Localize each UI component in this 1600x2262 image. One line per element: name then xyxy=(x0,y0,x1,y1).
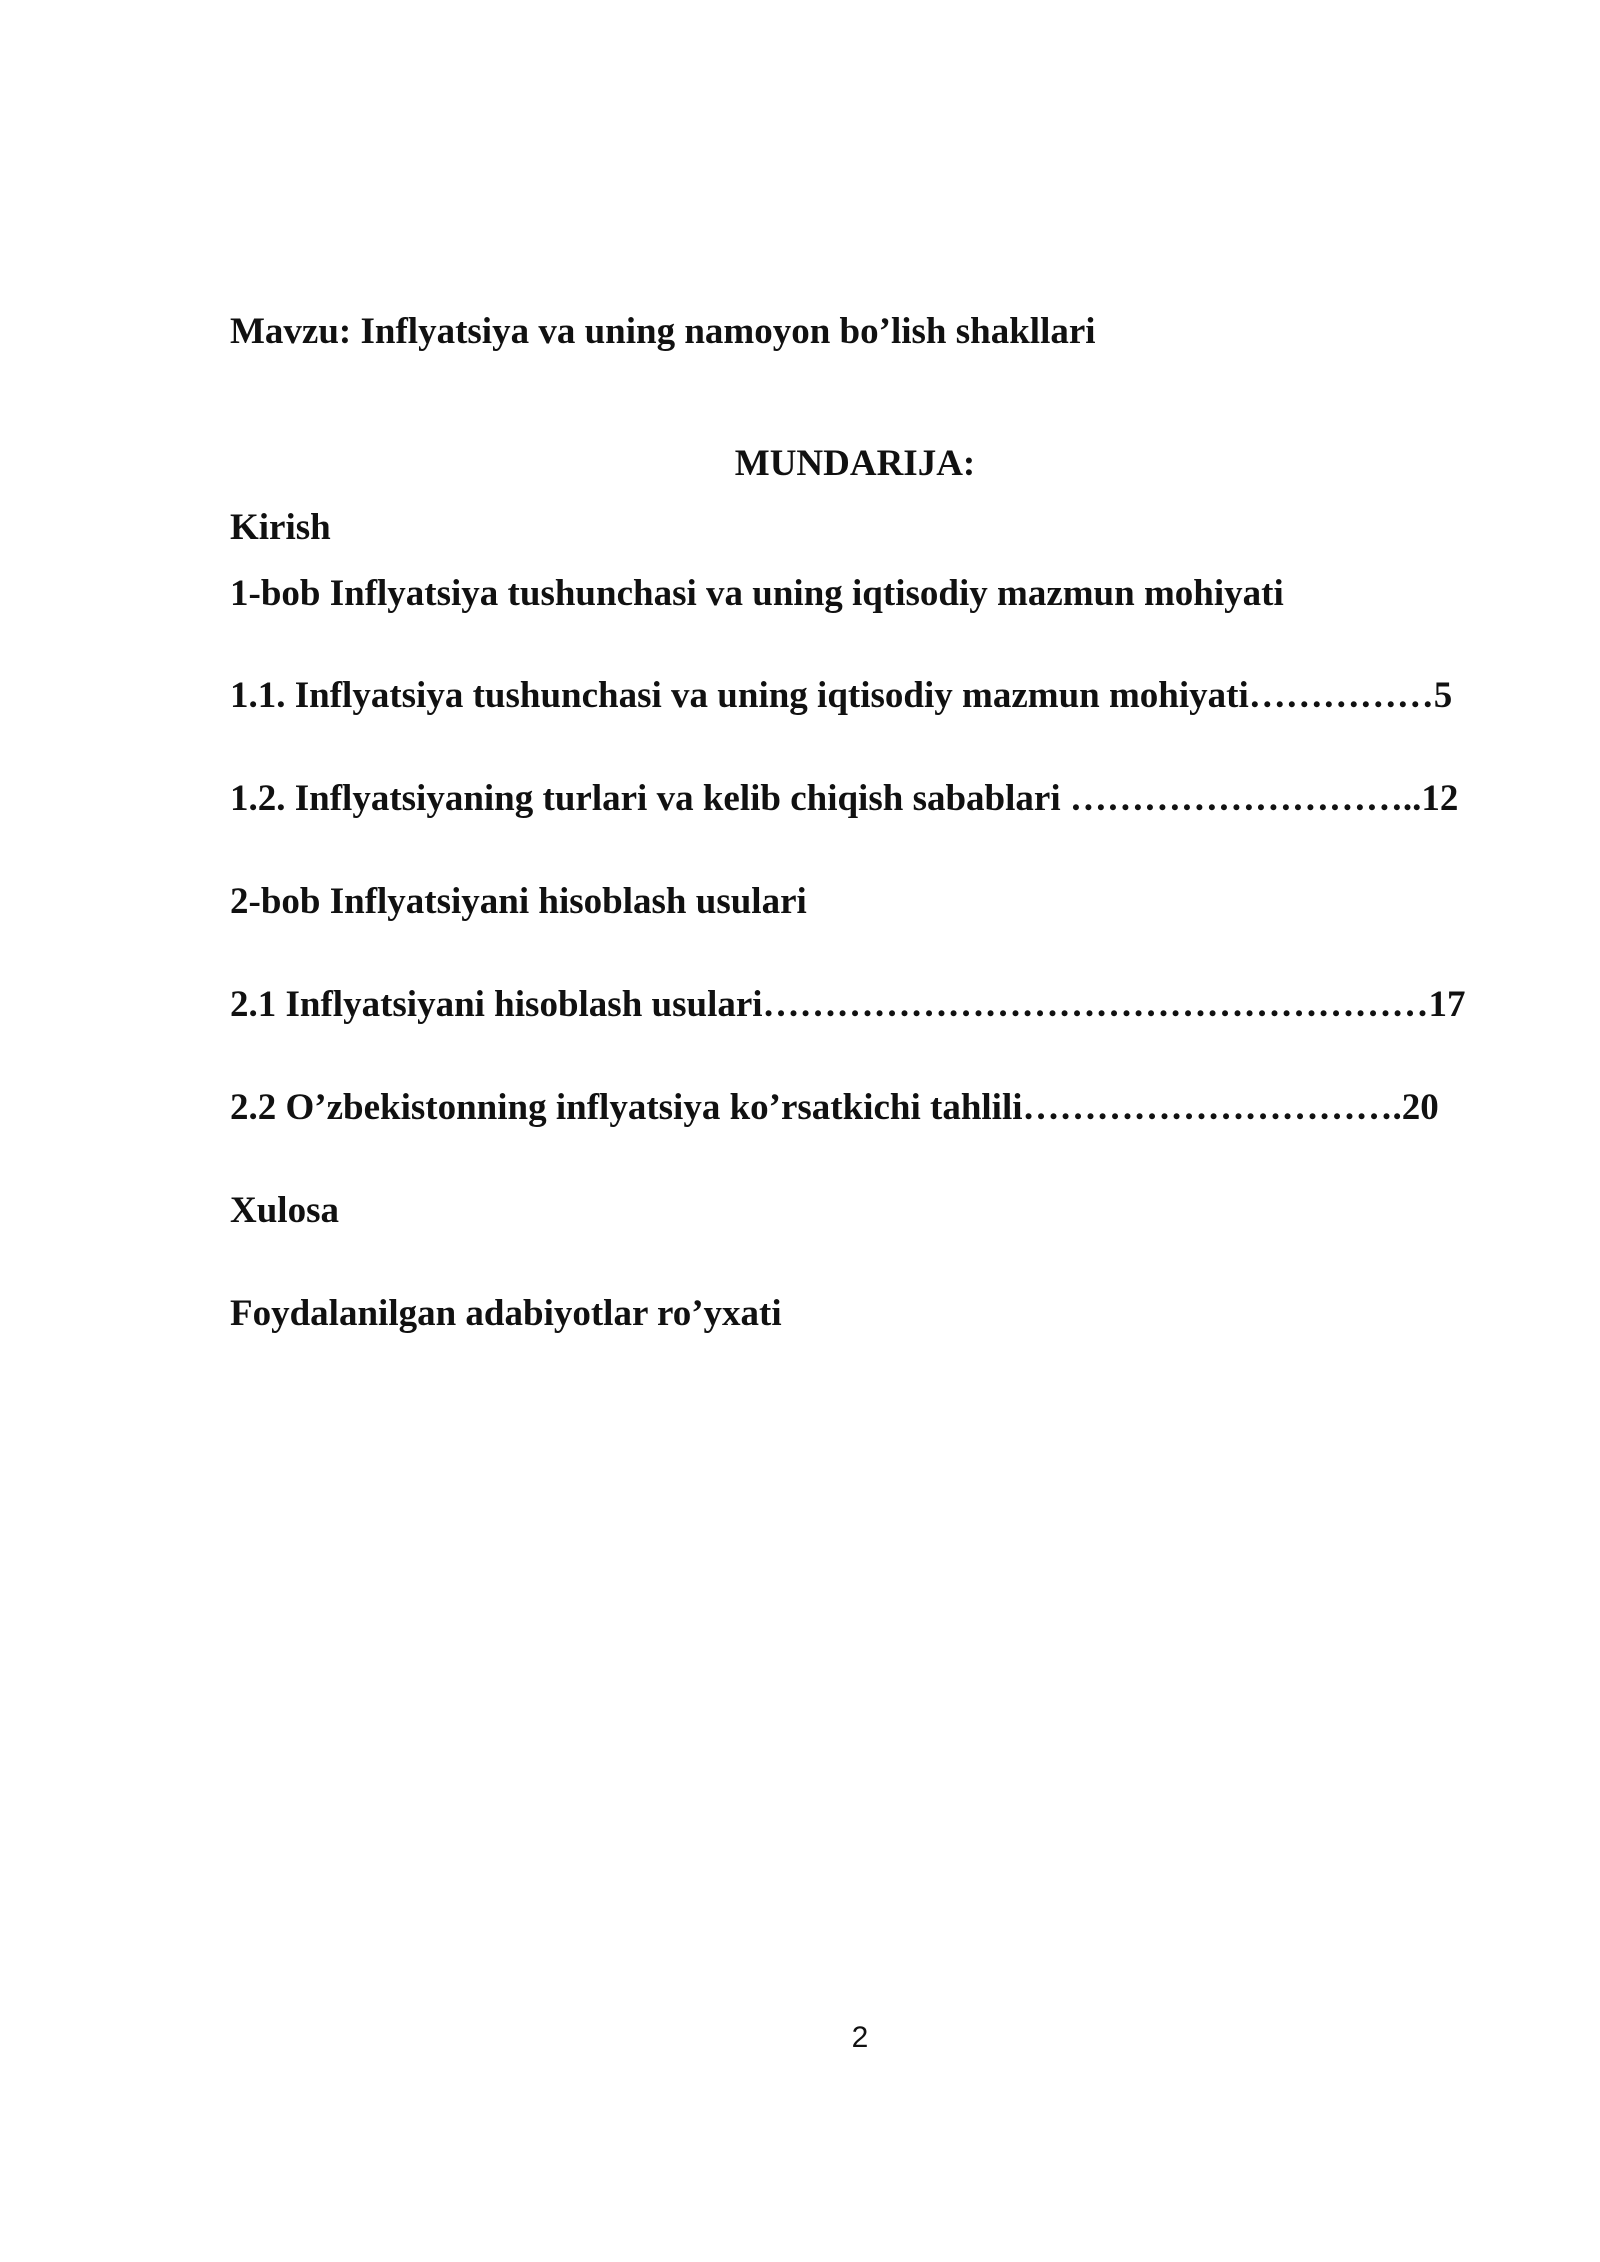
contents-heading: MUNDARIJA: xyxy=(734,443,976,484)
document-topic: Mavzu: Inflyatsiya va uning namoyon bo’lish shakllari xyxy=(230,311,1096,352)
page-number: 2 xyxy=(851,2021,869,2054)
toc-entry-chapter-1: 1-bob Inflyatsiya tushunchasi va uning iqtisodiy mazmun mohiyati xyxy=(230,573,1284,614)
toc-entry-section-1-1: 1.1. Inflyatsiya tushunchasi va uning iqtisodiy mazmun mohiyati……………5 xyxy=(230,675,1453,716)
toc-entry-chapter-2: 2-bob Inflyatsiyani hisoblash usulari xyxy=(230,881,807,922)
toc-entry-references: Foydalanilgan adabiyotlar ro’yxati xyxy=(230,1293,782,1334)
toc-entry-introduction: Kirish xyxy=(230,507,331,548)
toc-entry-conclusion: Xulosa xyxy=(230,1190,339,1231)
toc-entry-section-1-2: 1.2. Inflyatsiyaning turlari va kelib chiqish sabablari ………………………..12 xyxy=(230,778,1459,819)
toc-entry-section-2-2: 2.2 O’zbekistonning inflyatsiya ko’rsatkichi tahlili………………………….20 xyxy=(230,1087,1439,1128)
toc-entry-section-2-1: 2.1 Inflyatsiyani hisoblash usulari………………………………………………17 xyxy=(230,984,1466,1025)
